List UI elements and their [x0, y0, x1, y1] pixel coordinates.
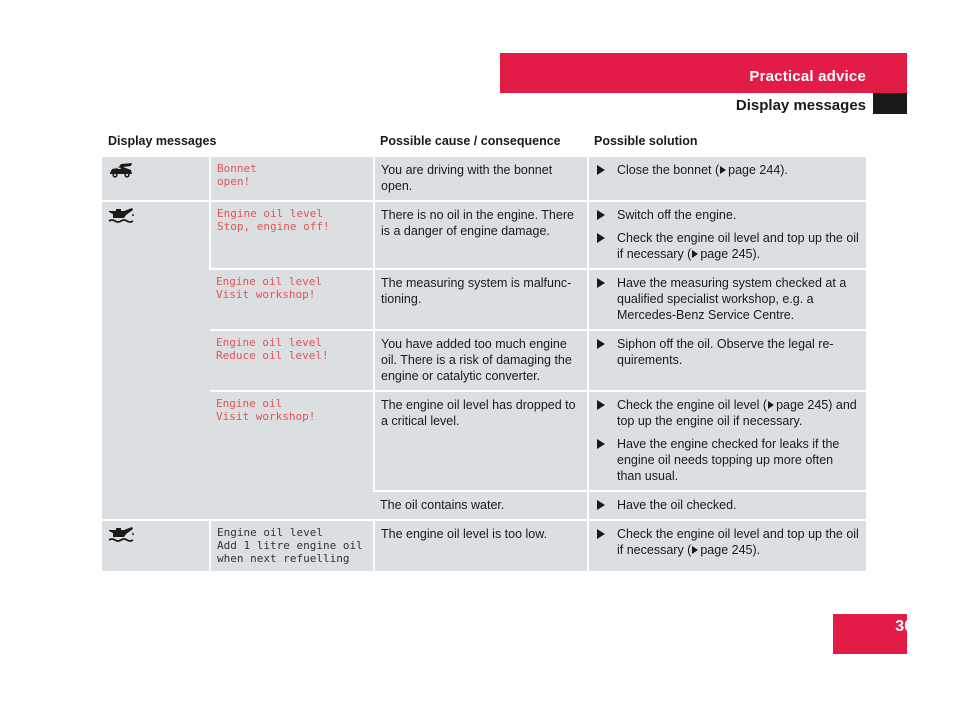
display-message-text: Engine oil Visit workshop! [216, 397, 316, 423]
solution-cell [588, 391, 866, 491]
table-row [102, 269, 866, 330]
solution-step: Have the oil checked. [595, 497, 860, 513]
table-header-row [102, 128, 866, 156]
message-cell [210, 269, 374, 330]
header-marker [873, 93, 907, 114]
display-message-text: Engine oil level Stop, engine off! [217, 207, 330, 233]
page-reference-icon [720, 166, 726, 174]
cause-cell: You have added too much engine oil. There is a risk of damaging the engine or catalytic converter. [374, 330, 588, 391]
table-row [102, 156, 866, 201]
step-arrow-icon [597, 500, 605, 510]
cause-cell: There is no oil in the engine. There is a danger of engine damage. [374, 201, 588, 269]
step-arrow-icon [597, 439, 605, 449]
step-arrow-icon [597, 210, 605, 220]
solution-cell [588, 520, 866, 571]
section-title: Practical advice [749, 68, 866, 85]
page-reference-icon [692, 250, 698, 258]
display-message-text: Engine oil level Visit workshop! [216, 275, 322, 301]
table-row [102, 330, 866, 391]
page-reference-icon [768, 401, 774, 409]
page-reference-icon [692, 546, 698, 554]
cause-cell: The engine oil level has dropped to a critical level. [374, 391, 588, 491]
message-cell [210, 201, 374, 269]
cause-cell: The measuring system is malfunc-tioning. [374, 269, 588, 330]
display-message-text: Engine oil level Reduce oil level! [216, 336, 329, 362]
display-message-text: Engine oil level Add 1 litre engine oil when next refuelling [217, 526, 363, 565]
page-subtitle: Display messages [735, 97, 866, 114]
message-cell [210, 520, 374, 571]
icon-cell [102, 156, 210, 201]
oil-can-icon [108, 207, 134, 225]
step-arrow-icon [597, 278, 605, 288]
column-header-solution: Possible solution [588, 128, 866, 156]
icon-cell [102, 201, 210, 520]
solution-cell [588, 156, 866, 201]
step-arrow-icon [597, 529, 605, 539]
message-cell [210, 391, 374, 520]
message-cell [210, 156, 374, 201]
cause-cell: You are driving with the bonnet open. [374, 156, 588, 201]
step-arrow-icon [597, 233, 605, 243]
step-arrow-icon [597, 400, 605, 410]
solution-step: Check the engine oil level and top up the oil if necessary ( page 245). [595, 526, 860, 558]
column-header-cause: Possible cause / consequence [374, 128, 588, 156]
solution-cell [588, 269, 866, 330]
icon-cell [102, 520, 210, 571]
solution-step: Check the engine oil level and top up the oil if necessary ( page 245). [595, 230, 860, 262]
step-arrow-icon [597, 165, 605, 175]
table-row [102, 520, 866, 571]
oil-can-icon [108, 526, 134, 544]
solution-step: Siphon off the oil. Observe the legal re-quirements. [595, 336, 860, 368]
solution-step: Have the engine checked for leaks if the engine oil needs topping up more often than usual. [595, 436, 860, 484]
column-header-display: Display messages [102, 128, 374, 156]
solution-step: Have the measuring system checked at a qualified specialist workshop, e.g. a Mercedes-Benz Service Centre. [595, 275, 860, 323]
page-number: 303 [895, 618, 922, 635]
solution-cell [588, 491, 866, 520]
solution-step: Close the bonnet ( page 244). [595, 162, 860, 178]
solution-step: Switch off the engine. [595, 207, 860, 223]
display-messages-table [102, 128, 866, 571]
step-arrow-icon [597, 339, 605, 349]
table-row [102, 201, 866, 269]
solution-step: Check the engine oil level ( page 245) and top up the engine oil if necessary. [595, 397, 860, 429]
display-message-text: Bonnet open! [217, 162, 257, 188]
solution-cell [588, 330, 866, 391]
cause-cell: The oil contains water. [374, 491, 588, 520]
solution-cell [588, 201, 866, 269]
cause-cell: The engine oil level is too low. [374, 520, 588, 571]
message-cell [210, 330, 374, 391]
table-row [102, 391, 866, 491]
bonnet-open-car-icon [108, 162, 134, 180]
